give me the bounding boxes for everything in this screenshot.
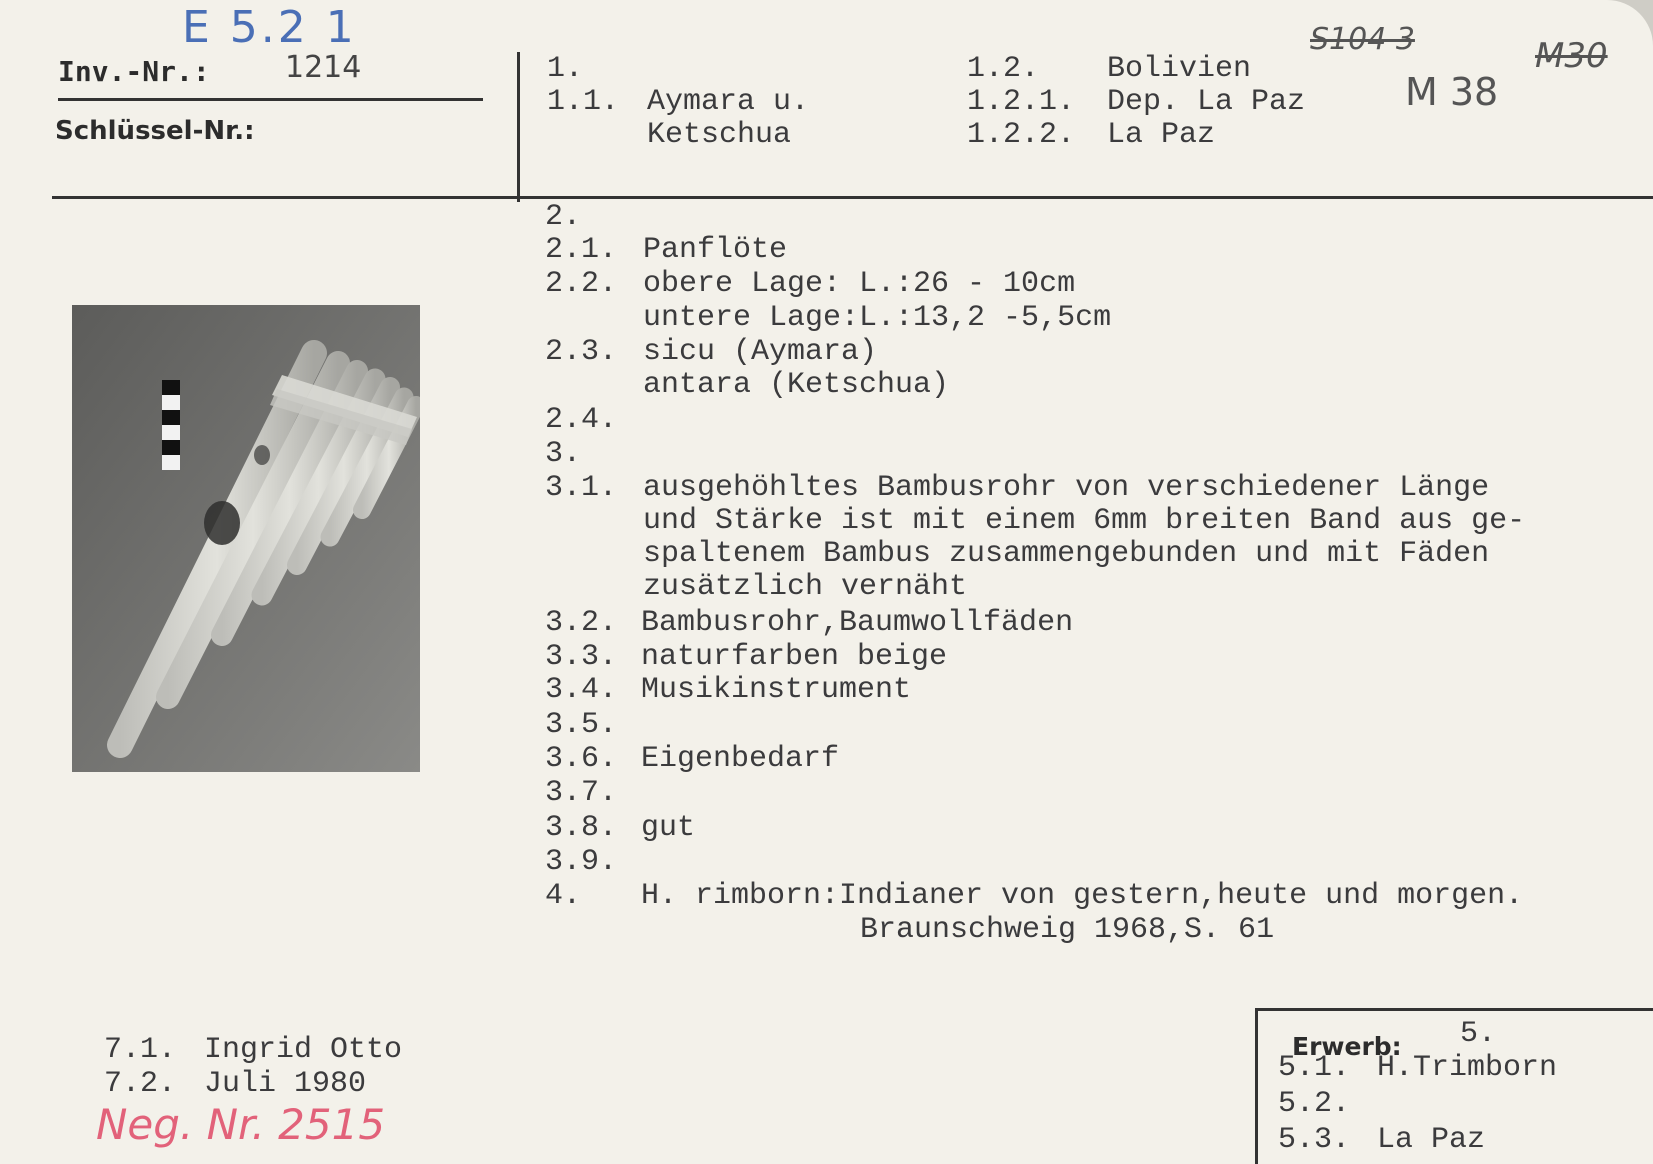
field-2-3-number: 2.3. — [545, 335, 618, 369]
field-3-3-number: 3.3. — [545, 640, 618, 674]
field-3-4-value: Musikinstrument — [641, 673, 912, 707]
field-2-4-number: 2.4. — [545, 403, 618, 437]
field-3-7-number: 3.7. — [545, 776, 618, 810]
field-3-1-line-1: ausgehöhltes Bambusrohr von verschiedener Länge — [643, 471, 1490, 505]
erwerb-label: Erwerb: — [1292, 1032, 1402, 1061]
field-5-1-value: H.Trimborn — [1377, 1051, 1558, 1085]
field-3-3-value: naturfarben beige — [641, 640, 948, 674]
field-1-2-value: Bolivien — [1107, 52, 1252, 86]
erwerb-box-top — [1255, 1008, 1653, 1011]
field-3-1-number: 3.1. — [545, 471, 618, 505]
field-7-2-number: 7.2. — [104, 1067, 177, 1101]
inv-nr-value: 1214 — [285, 50, 362, 85]
field-1-1-value-b: Ketschua — [647, 118, 792, 152]
field-3-4-number: 3.4. — [545, 673, 618, 707]
field-1-number: 1. — [547, 52, 584, 86]
handwritten-top-code: E 5.2 1 — [182, 2, 357, 53]
field-1-2-number: 1.2. — [967, 52, 1040, 86]
field-3-8-number: 3.8. — [545, 811, 618, 845]
field-3-6-number: 3.6. — [545, 742, 618, 776]
field-3-2-number: 3.2. — [545, 606, 618, 640]
panflute-photo — [72, 305, 420, 772]
field-2-1-value: Panflöte — [643, 233, 788, 267]
field-5-3-number: 5.3. — [1278, 1123, 1351, 1157]
field-3-5-number: 3.5. — [545, 708, 618, 742]
field-2-3-value-a: sicu (Aymara) — [643, 335, 878, 369]
field-7-1-number: 7.1. — [104, 1033, 177, 1067]
field-2-1-number: 2.1. — [545, 233, 618, 267]
field-5-1-number: 5.1. — [1278, 1051, 1351, 1085]
field-4-value-a: H. rimborn:Indianer von gestern,heute und morgen. — [641, 879, 1524, 913]
field-3-1-line-3: spaltenem Bambus zusammengebunden und mit Fäden — [643, 537, 1490, 571]
field-3-2-value: Bambusrohr,Baumwollfäden — [641, 606, 1074, 640]
field-1-2-1-number: 1.2.1. — [967, 85, 1076, 119]
field-3-1-line-2: und Stärke ist mit einem 6mm breiten Band aus ge- — [643, 504, 1526, 538]
field-7-1-value: Ingrid Otto — [204, 1033, 403, 1067]
field-3-1-line-4: zusätzlich vernäht — [643, 570, 968, 604]
handwritten-struck-m-code: M30 — [1535, 36, 1608, 76]
field-4-number: 4. — [545, 879, 582, 913]
field-2-2-value-b: untere Lage:L.:13,2 -5,5cm — [643, 301, 1112, 335]
panflute-image — [72, 305, 420, 772]
field-5-3-value: La Paz — [1377, 1123, 1486, 1157]
field-4-value-b: Braunschweig 1968,S. 61 — [860, 913, 1275, 947]
field-2-2-number: 2.2. — [545, 267, 618, 301]
inv-nr-label: Inv.-Nr.: — [58, 55, 210, 88]
field-2-number: 2. — [545, 200, 582, 234]
field-3-number: 3. — [545, 437, 582, 471]
field-3-8-value: gut — [641, 811, 696, 845]
handwritten-neg-nr: Neg. Nr. 2515 — [96, 1100, 386, 1149]
header-horizontal-divider — [52, 196, 1653, 199]
field-1-2-1-value: Dep. La Paz — [1107, 85, 1306, 119]
inv-underline — [58, 98, 483, 101]
field-1-2-2-number: 1.2.2. — [967, 118, 1076, 152]
handwritten-m-code: M 38 — [1405, 70, 1499, 114]
header-vertical-divider — [517, 52, 520, 202]
schluessel-nr-label: Schlüssel-Nr.: — [55, 116, 255, 146]
field-1-1-value-a: Aymara u. — [647, 85, 810, 119]
erwerb-box-left — [1255, 1008, 1258, 1164]
field-5-2-number: 5.2. — [1278, 1087, 1351, 1121]
field-1-2-2-value: La Paz — [1107, 118, 1216, 152]
field-3-9-number: 3.9. — [545, 845, 618, 879]
handwritten-struck-code: S104 3 — [1310, 22, 1415, 57]
field-5-number: 5. — [1460, 1017, 1497, 1051]
field-3-6-value: Eigenbedarf — [641, 742, 840, 776]
field-2-2-value-a: obere Lage: L.:26 - 10cm — [643, 267, 1076, 301]
field-2-3-value-b: antara (Ketschua) — [643, 368, 950, 402]
field-1-1-number: 1.1. — [547, 85, 620, 119]
field-7-2-value: Juli 1980 — [204, 1067, 367, 1101]
